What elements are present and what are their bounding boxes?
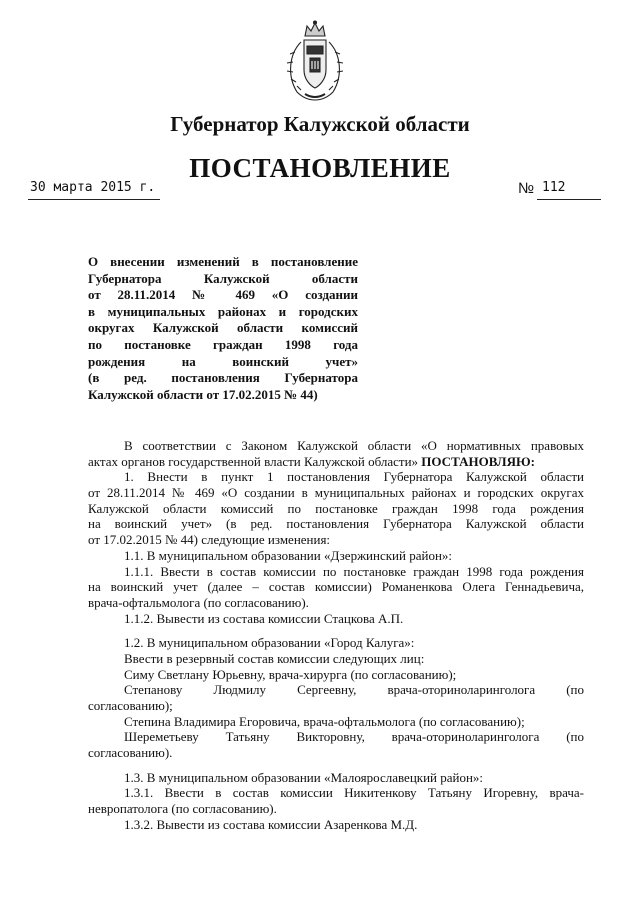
subject-line: О внесении изменений в постановление [88,254,358,269]
preamble-line: В соответствии с Законом Калужской области «О нормативных правовых [124,438,584,453]
subject-line: от 28.11.2014 № 469 «О создании [88,287,358,303]
preamble-text: актах органов государственной власти Калужской области» [88,453,419,469]
clause-1-2-line: Степанову Людмилу Сергеевну, врача-оториноларинголога (по [124,682,584,698]
clause-1-1-2: 1.1.2. Вывести из состава комиссии Стацкова А.П. [124,610,404,626]
subject-line: Губернатора Калужской области [88,270,358,286]
date-underline [28,199,160,200]
clause-1-2-line: Шереметьеву Татьяну Викторовну, врача-оториноларинголога (по [124,729,584,745]
subject-line: (в ред. постановления Губернатора [88,370,358,386]
clause-1-line: Калужской области комиссий по постановке граждан 1998 года рождения [88,500,584,516]
clause-1-1-1-line: 1.1.1. Ввести в состав комиссии по постановке граждан 1998 года рождения [124,563,584,579]
document-date: 30 марта 2015 г. [30,180,156,195]
subject-line: по постановке граждан 1998 года [88,336,358,352]
subject-title [88,254,358,403]
clause-1-2: 1.2. В муниципальном образовании «Город Калуга»: [124,635,415,651]
document-type: ПОСТАНОВЛЕНИЕ [189,153,451,183]
paragraph-gap [88,761,584,770]
resolve-keyword: ПОСТАНОВЛЯЮ: [421,453,535,469]
clause-1-line: на воинский учет» (в ред. постановления Губернатора Калужской области [88,516,584,532]
subject-line: округах Калужской области комиссий [88,320,358,336]
clause-1-2-line: согласованию); [88,698,173,713]
clause-1-1-1-line: на воинский учет (далее – состав комиссии) Романенкова Олега Геннадьевича, [88,579,584,595]
number-underline [537,199,601,200]
clause-1-2-line: Симу Светлану Юрьевну, врача-хирурга (по согласованию); [124,666,457,682]
clause-1-1: 1.1. В муниципальном образовании «Дзержинский район»: [124,547,453,563]
subject-line: Калужской области от 17.02.2015 № 44) [88,386,318,402]
number-label: № [518,180,535,197]
paragraph-gap [88,626,584,635]
document-number: 112 [542,180,566,195]
clause-1-3: 1.3. В муниципальном образовании «Малоярославецкий район»: [124,769,484,785]
clause-1-3-1-line: невропатолога (по согласованию). [88,801,277,817]
clause-1-line: от 28.11.2014 № 469 «О создании в муниципальных районах и городских округах [88,485,584,501]
clause-1-line: от 17.02.2015 № 44) следующие изменения: [88,532,331,548]
clause-1-3-1-line: 1.3.1. Ввести в состав комиссии Никитенкову Татьяну Игоревну, врача- [124,785,584,801]
subject-line: рождения на воинский учет» [88,353,358,369]
subject-line: в муниципальных районах и городских [88,303,358,319]
clause-1-line: 1. Внести в пункт 1 постановления Губернатора Калужской области [124,469,584,485]
clause-1-3-2: 1.3.2. Вывести из состава комиссии Азаренкова М.Д. [124,816,418,832]
clause-1-2-line: согласованию). [88,745,173,761]
clause-1-2-line: Степина Владимира Егоровича, врача-офтальмолога (по согласованию); [124,713,525,729]
document-body [88,438,584,833]
clause-1-2-line: Ввести в резервный состав комиссии следующих лиц: [124,650,425,666]
issuing-authority: Губернатор Калужской области [170,112,470,136]
coat-of-arms-icon [283,20,347,104]
clause-1-1-1-line: врача-офтальмолога (по согласованию). [88,594,309,610]
preamble-line [88,454,584,470]
